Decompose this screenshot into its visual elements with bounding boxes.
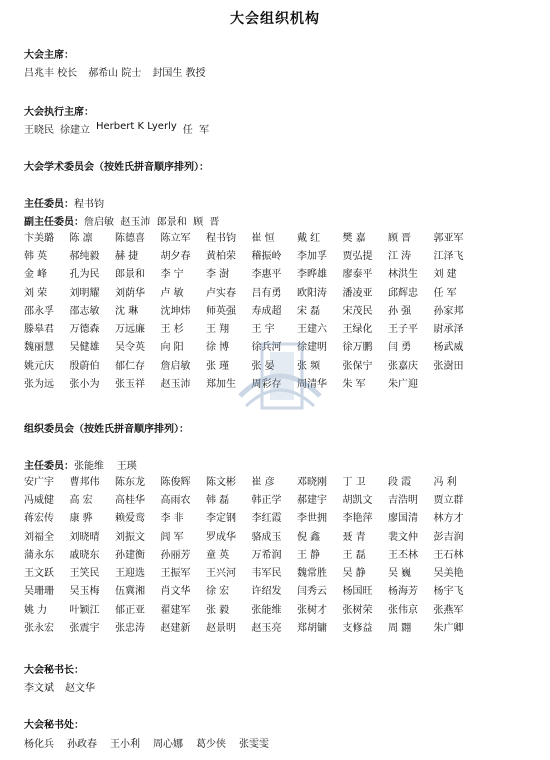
member-name: 朱广迎 [388,379,418,391]
member-name: 王子平 [388,324,418,336]
member-name: 郁正亚 [115,604,145,616]
member-row [24,544,479,562]
member-name: 向 阳 [160,342,184,354]
member-name: 万德森 [69,324,100,336]
member-name: 江 涛 [388,250,412,262]
member-name: 郝建宇 [297,494,327,506]
member-name: 张小为 [69,379,100,391]
org-members-grid [24,471,479,636]
member-name: 李世拥 [297,513,327,525]
exec-chair-name: 任 军 [182,125,210,136]
member-name: 张为远 [24,379,54,391]
member-name: 王 磊 [342,549,366,561]
member-name: 聂 青 [342,531,366,543]
member-row [24,245,479,263]
member-name: 殷蔚伯 [69,360,100,372]
member-name: 李惠平 [251,269,282,281]
member-name: 徐兵河 [251,342,282,354]
member-name: 魏丽慧 [24,342,54,354]
member-name: 韩 英 [24,250,48,262]
member-name: 赵玉亮 [251,623,282,635]
member-name: 卢实春 [206,287,236,299]
member-name: 杨海芳 [388,586,418,598]
member-name: 徐 博 [206,342,230,354]
member-name: 宋茂民 [342,305,373,317]
member-name: 张 毅 [206,604,230,616]
member-name: 程书钧 [206,232,236,244]
secretary-general-names [24,679,95,694]
academic-director-label: 主任委员： [24,199,74,210]
member-name: 李红霞 [251,513,282,525]
chair-names [24,64,206,79]
member-name: 高 宏 [69,494,93,506]
member-name: 郁仁存 [115,360,145,372]
member-name: 叶颖江 [69,604,100,616]
member-name: 任 军 [433,287,457,299]
member-name: 蒋宏传 [24,513,54,525]
member-name: 王绿化 [342,324,373,336]
member-name: 赖爱鸾 [115,513,145,525]
member-name: 宋 磊 [297,305,321,317]
member-name: 徐建明 [297,342,327,354]
chair-name: 封国生 教授 [152,68,206,79]
exec-chair-name: 徐建立 [60,125,90,136]
member-name: 欧阳涛 [297,287,327,299]
member-name: 许绍发 [251,586,282,598]
member-name: 王 杉 [160,324,184,336]
member-name: 徐 宏 [206,586,230,598]
university-emblem-watermark-icon [232,336,328,416]
member-name: 吕有勇 [251,287,282,299]
member-name: 张澍田 [433,360,464,372]
member-name: 赵建新 [160,623,191,635]
member-row [24,318,479,336]
member-name: 徐万鹏 [342,342,373,354]
exec-chair-name: 王晓民 [24,125,54,136]
member-name: 郑加生 [206,379,236,391]
member-name: 廖国清 [388,513,418,525]
member-name: 邓晓刚 [297,476,327,488]
member-row [24,471,479,489]
member-row [24,489,479,507]
member-name: 骆成玉 [251,531,282,543]
member-name: 王石林 [433,549,464,561]
member-name: 王笑民 [69,568,100,580]
org-committee-heading: 组织委员会（按姓氏拼音顺序排列）： [24,424,189,435]
member-name: 翟建军 [160,604,191,616]
member-name: 詹启敏 [160,360,191,372]
member-name: 杨国旺 [342,586,373,598]
member-name: 张永宏 [24,623,54,635]
page-title: 大会组织机构 [230,11,320,27]
member-name: 陈东龙 [115,476,145,488]
member-name: 金 峰 [24,269,48,281]
academic-vice-names: 詹启敏 赵玉沛 郎景和 顾 晋 [84,217,220,228]
member-name: 李晔雄 [297,269,327,281]
member-name: 郭亚军 [433,232,464,244]
member-name: 张玉祥 [115,379,145,391]
member-name: 林方才 [433,513,464,525]
member-name: 倪 鑫 [297,531,321,543]
member-name: 周 翾 [388,623,412,635]
secretary-general-name: 赵文华 [65,683,95,694]
exec-chair-heading: 大会执行主席： [24,107,94,118]
chair-name: 吕兆丰 校长 [24,68,78,79]
member-name: 张 频 [297,360,321,372]
exec-chair-name: Herbert K Lyerly [96,121,177,132]
member-name: 陈俊辉 [160,476,191,488]
member-row [24,526,479,544]
member-name: 张伟京 [388,604,418,616]
member-name: 廖泰平 [342,269,373,281]
member-name: 张嘉庆 [388,360,418,372]
member-name: 童 英 [206,549,230,561]
member-name: 王迎选 [115,568,145,580]
member-name: 周彩存 [251,379,282,391]
member-name: 林洪生 [388,269,418,281]
member-name: 陈德喜 [115,232,145,244]
member-name: 姚 力 [24,604,48,616]
member-name: 卞美璐 [24,232,54,244]
secretariat-name: 葛少侠 [196,739,226,750]
member-name: 段 霞 [388,476,412,488]
member-name: 黄柏荣 [206,250,236,262]
member-row [24,227,479,245]
member-name: 肖文华 [160,586,191,598]
member-name: 孙建衡 [115,549,145,561]
member-name: 胡凯文 [342,494,373,506]
member-name: 吴玉梅 [69,586,100,598]
member-name: 孙家邦 [433,305,464,317]
member-name: 吴珊珊 [24,586,54,598]
member-name: 张 瑾 [206,360,230,372]
member-name: 滕皋君 [24,324,54,336]
org-director-names: 张能维 王瑛 [74,461,137,472]
member-name: 裴文仲 [388,531,418,543]
member-name: 刘福全 [24,531,54,543]
member-name: 张 晏 [251,360,275,372]
member-name: 陈立军 [160,232,191,244]
member-name: 周清华 [297,379,327,391]
member-name: 尉承泽 [433,324,464,336]
member-name: 孙丽芳 [160,549,191,561]
member-name: 赫 捷 [115,250,139,262]
secretariat-name: 王小利 [110,739,140,750]
member-name: 李艳萍 [342,513,373,525]
member-name: 张能维 [251,604,282,616]
member-name: 张震宇 [69,623,100,635]
member-name: 伍冀湘 [115,586,145,598]
secretariat-name: 孙政春 [67,739,97,750]
member-name: 刘 建 [433,269,457,281]
member-name: 王建六 [297,324,327,336]
member-name: 王文跃 [24,568,54,580]
secretary-general-heading: 大会秘书长： [24,665,84,676]
member-name: 孔为民 [69,269,100,281]
member-name: 张忠涛 [115,623,145,635]
member-name: 冯威健 [24,494,54,506]
member-name: 胡夕春 [160,250,191,262]
member-name: 郑胡镛 [297,623,327,635]
member-name: 曹邦伟 [69,476,100,488]
member-name: 王振军 [160,568,191,580]
member-name: 郝纯毅 [69,250,100,262]
member-name: 邵永孚 [24,305,54,317]
member-name: 沈 琳 [115,305,139,317]
member-name: 吉浩明 [388,494,418,506]
exec-chair-names [24,121,209,136]
secretariat-name: 杨化兵 [24,739,54,750]
member-name: 高雨农 [160,494,191,506]
member-name: 李定钢 [206,513,236,525]
member-row [24,300,479,318]
member-name: 崔 彦 [251,476,275,488]
member-name: 姚元庆 [24,360,54,372]
member-name: 李加孚 [297,250,327,262]
academic-vice-label: 副主任委员： [24,217,84,228]
member-name: 王 宇 [251,324,275,336]
member-row [24,617,479,635]
member-name: 吴健雄 [69,342,100,354]
member-name: 蒲永东 [24,549,54,561]
member-name: 郎景和 [115,269,145,281]
member-name: 韩正学 [251,494,282,506]
member-name: 杨武威 [433,342,464,354]
chair-name: 郝希山 院士 [88,68,142,79]
member-row [24,264,479,282]
academic-director-line [24,195,104,210]
member-name: 邵志敏 [69,305,100,317]
member-name: 李 非 [160,513,184,525]
secretariat-names [24,735,269,750]
org-director-line [24,457,137,472]
member-name: 张保宁 [342,360,373,372]
member-name: 王丕林 [388,549,418,561]
secretariat-name: 张雯雯 [239,739,269,750]
member-name: 张树荣 [342,604,373,616]
member-name: 韩 磊 [206,494,230,506]
member-name: 孙 强 [388,305,412,317]
member-name: 罗成华 [206,531,236,543]
member-name: 张树才 [297,604,327,616]
member-name: 吴 巍 [388,568,412,580]
member-name: 万远廉 [115,324,145,336]
member-name: 支修益 [342,623,373,635]
member-name: 刘明耀 [69,287,100,299]
member-name: 贾弘提 [342,250,373,262]
member-name: 陈 凛 [69,232,93,244]
member-name: 闾 军 [160,531,184,543]
member-name: 丁 卫 [342,476,366,488]
member-name: 吴美艳 [433,568,464,580]
member-name: 王兴河 [206,568,236,580]
member-name: 彭吉润 [433,531,464,543]
member-row [24,282,479,300]
member-name: 沈坤炜 [160,305,191,317]
secretary-general-name: 李文斌 [24,683,54,694]
member-name: 崔 恒 [251,232,275,244]
member-row [24,562,479,580]
member-name: 戚晓东 [69,549,100,561]
member-name: 寿成超 [251,305,282,317]
member-name: 李 澍 [206,269,230,281]
member-name: 刘荫华 [115,287,145,299]
member-name: 吴令英 [115,342,145,354]
member-name: 闫秀云 [297,586,327,598]
member-name: 稽振岭 [251,250,282,262]
member-row [24,581,479,599]
member-name: 张燕军 [433,604,464,616]
member-name: 韦军民 [251,568,282,580]
member-name: 师英强 [206,305,236,317]
secretariat-name: 周心娜 [153,739,183,750]
member-name: 冯 利 [433,476,457,488]
member-name: 闫 勇 [388,342,412,354]
member-name: 刘晓晴 [69,531,100,543]
member-name: 李 宁 [160,269,184,281]
org-director-label: 主任委员： [24,461,74,472]
academic-committee-heading: 大会学术委员会（按姓氏拼音顺序排列）： [24,162,209,173]
member-name: 安广宇 [24,476,54,488]
member-name: 康 骅 [69,513,93,525]
member-name: 戴 红 [297,232,321,244]
member-name: 吴 静 [342,568,366,580]
member-name: 陈文彬 [206,476,236,488]
member-row [24,599,479,617]
academic-director-name: 程书钧 [74,199,104,210]
member-name: 魏常胜 [297,568,327,580]
chair-heading: 大会主席： [24,50,74,61]
member-name: 卢 敏 [160,287,184,299]
member-name: 贾立群 [433,494,464,506]
secretariat-heading: 大会秘书处： [24,720,84,731]
member-name: 王 翔 [206,324,230,336]
member-name: 潘凌亚 [342,287,373,299]
member-name: 刘 荣 [24,287,48,299]
member-name: 王 静 [297,549,321,561]
member-name: 万希润 [251,549,282,561]
member-name: 邱辉忠 [388,287,418,299]
member-name: 樊 嘉 [342,232,366,244]
member-name: 朱 军 [342,379,366,391]
member-name: 杨宇飞 [433,586,464,598]
member-name: 赵景明 [206,623,236,635]
member-name: 顾 晋 [388,232,412,244]
member-name: 刘振文 [115,531,145,543]
academic-vice-line [24,213,219,228]
member-row [24,508,479,526]
member-name: 赵玉沛 [160,379,191,391]
member-name: 江泽飞 [433,250,464,262]
member-name: 高桂华 [115,494,145,506]
member-name: 朱广卿 [433,623,464,635]
